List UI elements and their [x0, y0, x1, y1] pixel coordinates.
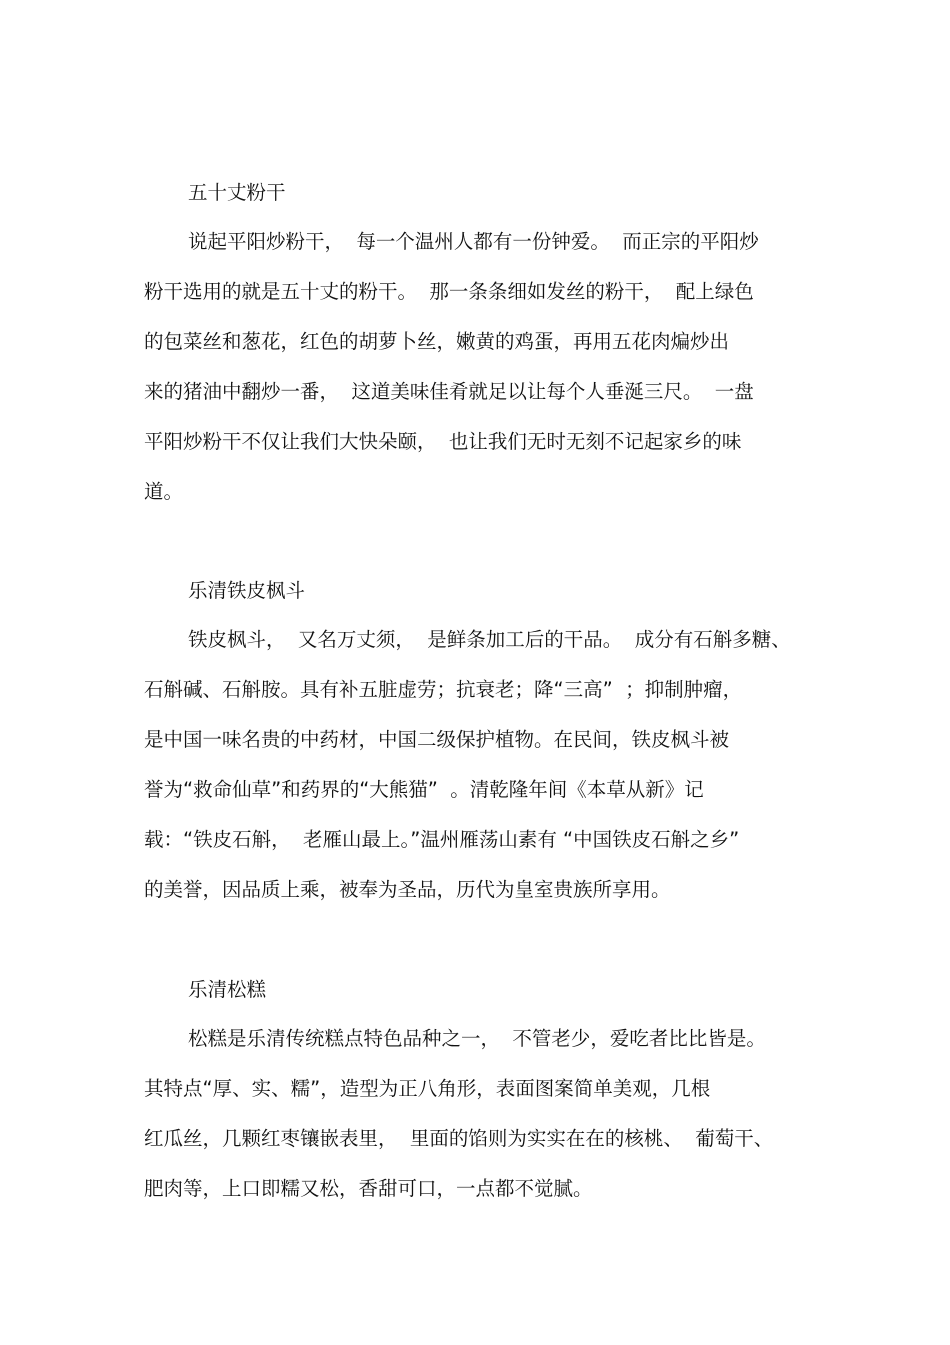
- paragraph-line: 松糕是乐清传统糕点特色品种之一， 不管老少，爱吃者比比皆是。: [188, 1027, 766, 1050]
- paragraph-line: 的包菜丝和葱花，红色的胡萝卜丝，嫩黄的鸡蛋，再用五花肉煸炒出: [144, 330, 730, 353]
- paragraph-line: 铁皮枫斗， 又名万丈须， 是鲜条加工后的干品。 成分有石斛多糖、: [188, 628, 791, 651]
- paragraph-line: 其特点“厚、实、糯”，造型为正八角形，表面图案简单美观，几根: [144, 1077, 711, 1100]
- section-heading: 五十丈粉干: [188, 181, 286, 204]
- paragraph-line: 誉为“救命仙草”和药界的“大熊猫” 。清乾隆年间《本草从新》记: [144, 778, 704, 801]
- section-heading: 乐清松糕: [188, 978, 267, 1001]
- paragraph-line: 来的猪油中翻炒一番， 这道美味佳肴就足以让每个人垂涎三尺。 一盘: [144, 380, 754, 403]
- paragraph-line: 载：“铁皮石斛， 老雁山最上。”温州雁荡山素有 “中国铁皮石斛之乡”: [144, 828, 740, 851]
- paragraph-line: 道。: [144, 480, 184, 503]
- paragraph-line: 石斛碱、石斛胺。具有补五脏虚劳；抗衰老；降“三高” ；抑制肿瘤，: [144, 678, 743, 701]
- paragraph-line: 红瓜丝，几颗红枣镶嵌表里， 里面的馅则为实实在在的核桃、 葡萄干、: [144, 1127, 774, 1150]
- paragraph-line: 的美誉，因品质上乘，被奉为圣品，历代为皇室贵族所享用。: [144, 878, 671, 901]
- paragraph-line: 是中国一味名贵的中药材，中国二级保护植物。在民间，铁皮枫斗被: [144, 728, 730, 751]
- paragraph-line: 肥肉等，上口即糯又松，香甜可口，一点都不觉腻。: [144, 1177, 593, 1200]
- paragraph-line: 说起平阳炒粉干， 每一个温州人都有一份钟爱。 而正宗的平阳炒: [188, 230, 759, 253]
- paragraph-line: 粉干选用的就是五十丈的粉干。 那一条条细如发丝的粉干， 配上绿色: [144, 280, 754, 303]
- paragraph-line: 平阳炒粉干不仅让我们大快朵颐， 也让我们无时无刻不记起家乡的味: [144, 430, 742, 453]
- section-heading: 乐清铁皮枫斗: [188, 579, 306, 602]
